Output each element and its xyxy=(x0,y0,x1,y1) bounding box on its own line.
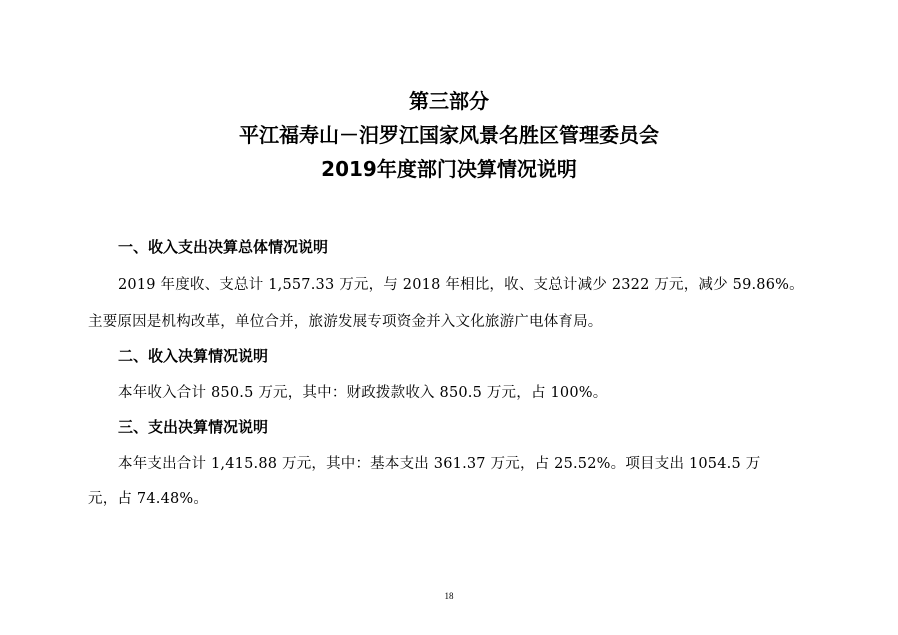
paragraph-income-line-1: 本年收入合计 850.5 万元，其中：财政拨款收入 850.5 万元，占 100%。 xyxy=(118,385,608,401)
title-report-name: 2019年度部门决算情况说明 xyxy=(321,157,577,181)
section-heading-overall: 一、收入支出决算总体情况说明 xyxy=(118,238,329,256)
section-heading-expenditure: 三、支出决算情况说明 xyxy=(118,418,269,436)
paragraph-overall-line-1: 2019 年度收、支总计 1,557.33 万元，与 2018 年相比，收、支总计减少 2322 万元，减少 59.86%。 xyxy=(118,277,804,293)
section-heading-income: 二、收入决算情况说明 xyxy=(118,347,269,365)
paragraph-expenditure-line-1: 本年支出合计 1,415.88 万元，其中：基本支出 361.37 万元，占 25.52%。项目支出 1054.5 万 xyxy=(118,456,761,472)
title-part: 第三部分 xyxy=(409,89,489,113)
paragraph-expenditure-line-2: 元，占 74.48%。 xyxy=(88,491,209,507)
paragraph-overall-line-2: 主要原因是机构改革，单位合并，旅游发展专项资金并入文化旅游广电体育局。 xyxy=(88,314,603,330)
document-title xyxy=(0,84,898,186)
title-organization: 平江福寿山－汨罗江国家风景名胜区管理委员会 xyxy=(239,123,659,147)
page-number: 18 xyxy=(444,591,454,601)
